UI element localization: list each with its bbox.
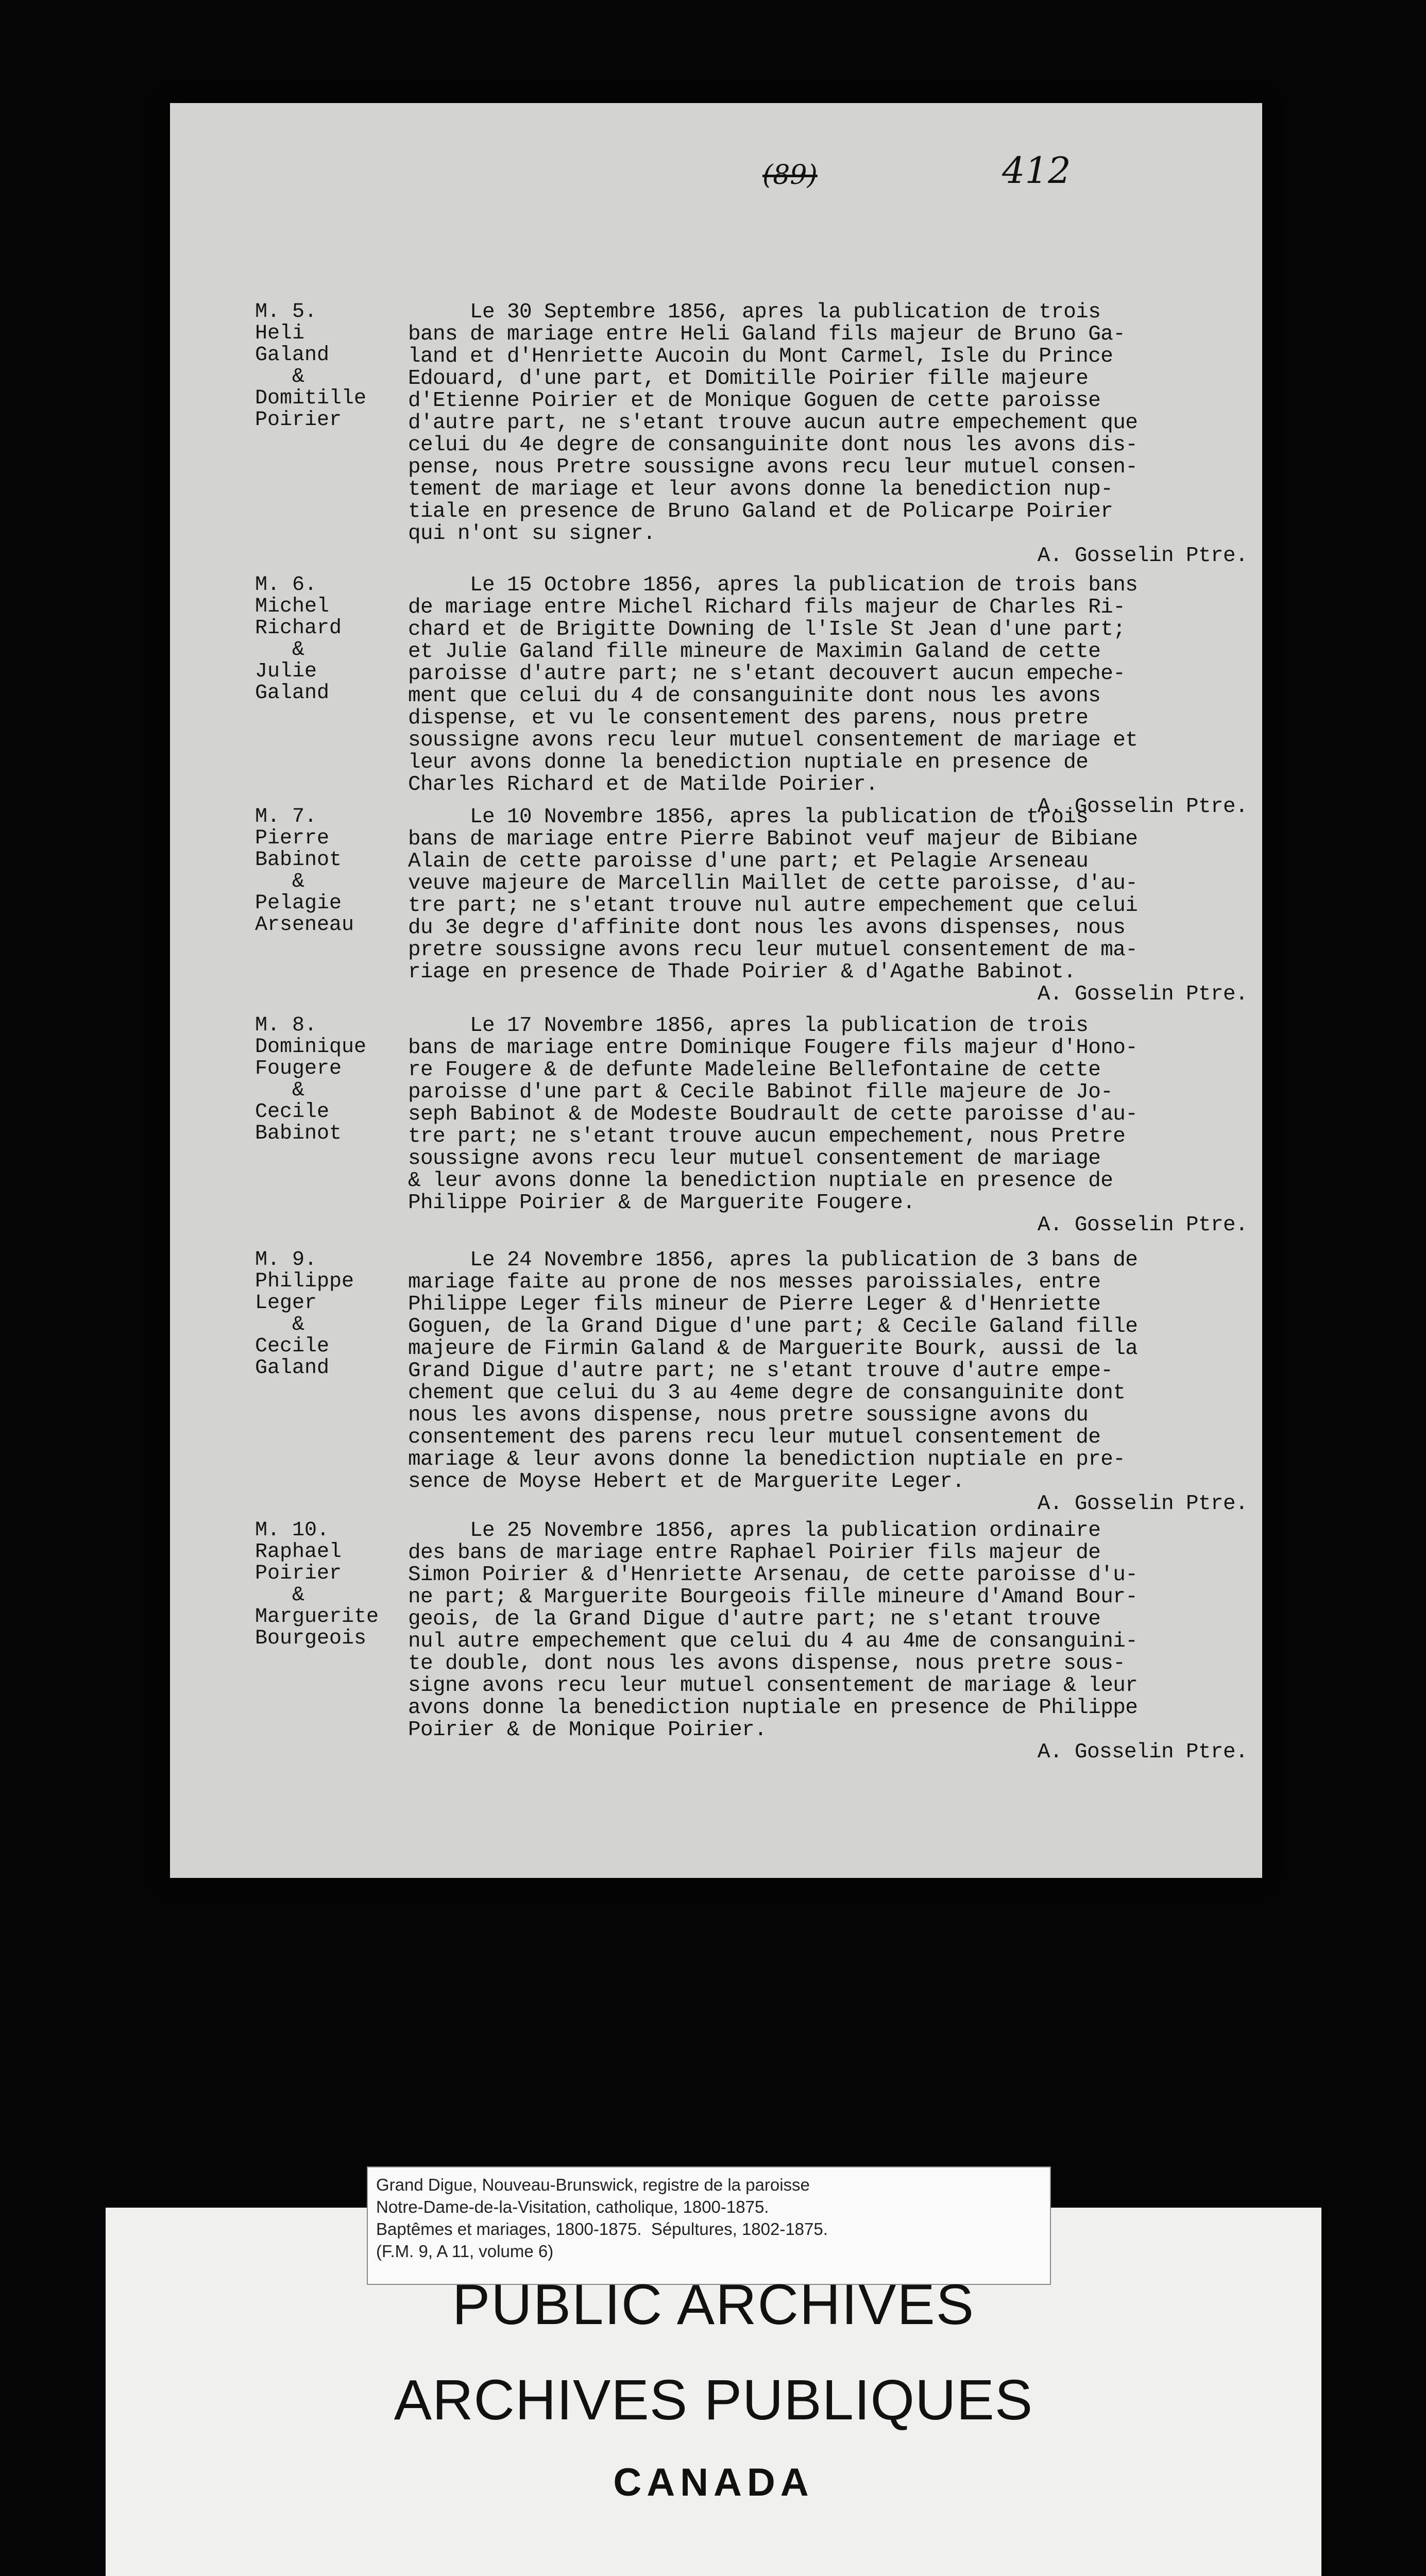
entry-line: Simon Poirier & d'Henriette Arsenau, de cette paroisse d'u- — [408, 1563, 1138, 1587]
archives-publiques-heading: ARCHIVES PUBLIQUES — [394, 2368, 1033, 2432]
margin-line: Fougere — [255, 1057, 342, 1080]
entry-line: Charles Richard et de Matilde Poirier. — [408, 773, 878, 796]
entry-line: Le 30 Septembre 1856, apres la publication de trois — [408, 300, 1101, 324]
entry-line: veuve majeure de Marcellin Maillet de cette paroisse, d'au- — [408, 872, 1138, 895]
entry-line: Le 15 Octobre 1856, apres la publication de trois bans — [408, 573, 1138, 597]
margin-line: Dominique — [255, 1036, 367, 1059]
entry-line: paroisse d'une part & Cecile Babinot fille majeure de Jo- — [408, 1080, 1113, 1104]
entry-line: riage en presence de Thade Poirier & d'Agathe Babinot. — [408, 960, 1076, 984]
margin-note — [255, 806, 410, 936]
priest-signature: A. Gosselin Ptre. — [1037, 795, 1248, 819]
page-stamp-number: (89) — [762, 160, 818, 191]
entry-line: & leur avons donne la benediction nuptiale en presence de — [408, 1169, 1113, 1193]
entry-line: leur avons donne la benediction nuptiale en presence de — [408, 751, 1089, 774]
margin-line: & — [255, 365, 305, 388]
citation-line: (F.M. 9, A 11, volume 6) — [376, 2242, 554, 2261]
entry-line: re Fougere & de defunte Madeleine Bellefontaine de cette — [408, 1058, 1101, 1082]
entry-line: geois, de la Grand Digue d'autre part; ne s'etant trouve — [408, 1607, 1101, 1631]
citation-line: Notre-Dame-de-la-Visitation, catholique, 1800-1875. — [376, 2197, 769, 2216]
entry-line: soussigne avons recu leur mutuel consentement de mariage — [408, 1147, 1101, 1171]
margin-line: Arseneau — [255, 913, 354, 937]
entry-line: avons donne la benediction nuptiale en presence de Philippe — [408, 1696, 1138, 1720]
margin-line: & — [255, 1313, 305, 1336]
margin-line: Richard — [255, 617, 342, 640]
entry-body — [408, 573, 1248, 819]
entry-line: tement de mariage et leur avons donne la benediction nup- — [408, 478, 1113, 501]
margin-line: Raphael — [255, 1540, 342, 1564]
margin-line: Michel — [255, 595, 330, 618]
margin-line: Cecile — [255, 1335, 330, 1358]
entry-line: du 3e degre d'affinite dont nous les avons dispenses, nous — [408, 916, 1126, 940]
margin-line: M. 7. — [255, 805, 317, 828]
margin-line: M. 6. — [255, 573, 317, 597]
margin-line: Heli — [255, 322, 305, 345]
entry-line: Le 17 Novembre 1856, apres la publication de trois — [408, 1014, 1089, 1038]
margin-line: Bourgeois — [255, 1627, 367, 1650]
margin-line: Leger — [255, 1292, 317, 1315]
entry-body — [408, 300, 1248, 568]
margin-note — [255, 1015, 410, 1145]
margin-line: & — [255, 638, 305, 662]
entry-line: Edouard, d'une part, et Domitille Poirier fille majeure — [408, 367, 1089, 391]
entry-line: d'Etienne Poirier et de Monique Goguen de cette paroisse — [408, 389, 1101, 413]
entry-line: consentement des parens recu leur mutuel consentement de — [408, 1426, 1101, 1449]
entry-line: dispense, et vu le consentement des parens, nous pretre — [408, 706, 1089, 730]
entry-line: de mariage entre Michel Richard fils majeur de Charles Ri- — [408, 596, 1126, 619]
margin-line: Galand — [255, 344, 330, 367]
priest-signature: A. Gosselin Ptre. — [1037, 544, 1248, 568]
margin-line: M. 9. — [255, 1248, 317, 1272]
margin-line: M. 5. — [255, 300, 317, 324]
entry-line: mariage faite au prone de nos messes paroissiales, entre — [408, 1270, 1101, 1294]
entry-line: qui n'ont su signer. — [408, 522, 656, 546]
margin-line: & — [255, 1584, 305, 1607]
margin-line: Marguerite — [255, 1605, 379, 1629]
margin-line: & — [255, 870, 305, 893]
entry-line: majeure de Firmin Galand & de Marguerite Bourk, aussi de la — [408, 1337, 1138, 1361]
margin-line: Galand — [255, 1357, 330, 1380]
margin-line: M. 8. — [255, 1014, 317, 1037]
entry-line: Le 10 Novembre 1856, apres la publication de trois — [408, 805, 1089, 829]
margin-line: M. 10. — [255, 1519, 330, 1542]
margin-line: Philippe — [255, 1270, 354, 1293]
entry-body — [408, 805, 1248, 1006]
entry-line: d'autre part, ne s'etant trouve aucun autre empechement que — [408, 411, 1138, 435]
entry-line: ne part; & Marguerite Bourgeois fille mineure d'Amand Bour- — [408, 1585, 1138, 1609]
entry-line: ment que celui du 4 de consanguinite dont nous les avons — [408, 684, 1101, 708]
entry-line: et Julie Galand fille mineure de Maximin Galand de cette — [408, 640, 1101, 664]
entry-line: Grand Digue d'autre part; ne s'etant trouve d'autre empe- — [408, 1359, 1113, 1383]
margin-line: & — [255, 1079, 305, 1102]
margin-line: Galand — [255, 682, 330, 705]
priest-signature: A. Gosselin Ptre. — [1037, 982, 1248, 1006]
entry-line: nous les avons dispense, nous pretre soussigne avons du — [408, 1403, 1089, 1427]
entry-line: pretre soussigne avons recu leur mutuel consentement de ma- — [408, 938, 1138, 962]
entry-line: paroisse d'autre part; ne s'etant decouvert aucun empeche- — [408, 662, 1126, 686]
canada-heading: CANADA — [613, 2461, 814, 2504]
margin-note — [255, 574, 410, 704]
archive-citation-label — [367, 2166, 1051, 2285]
margin-line: Cecile — [255, 1100, 330, 1124]
entry-line: Le 25 Novembre 1856, apres la publication ordinaire — [408, 1519, 1101, 1543]
priest-signature: A. Gosselin Ptre. — [1037, 1740, 1248, 1764]
entry-line: bans de mariage entre Dominique Fougere fils majeur d'Hono- — [408, 1036, 1138, 1060]
entry-line: sence de Moyse Hebert et de Marguerite Leger. — [408, 1470, 965, 1494]
entry-line: signe avons recu leur mutuel consentement de mariage & leur — [408, 1674, 1138, 1698]
entry-line: mariage & leur avons donne la benediction nuptiale en pre- — [408, 1448, 1126, 1471]
margin-line: Poirier — [255, 409, 342, 432]
margin-note — [255, 1520, 410, 1650]
citation-line: Baptêmes et mariages, 1800-1875. Sépultures, 1802-1875. — [376, 2219, 828, 2239]
entry-line: tre part; ne s'etant trouve nul autre empechement que celui — [408, 894, 1138, 918]
entry-line: nul autre empechement que celui du 4 au 4me de consanguini- — [408, 1630, 1138, 1653]
entry-line: bans de mariage entre Heli Galand fils majeur de Bruno Ga- — [408, 323, 1126, 346]
margin-line: Pelagie — [255, 892, 342, 915]
register-text — [170, 103, 1262, 1878]
register-page — [170, 103, 1262, 1878]
entry-line: tre part; ne s'etant trouve aucun empechement, nous Pretre — [408, 1125, 1126, 1148]
entry-line: chard et de Brigitte Downing de l'Isle St Jean d'une part; — [408, 618, 1126, 641]
entry-body — [408, 1014, 1248, 1237]
entry-line: chement que celui du 3 au 4eme degre de consanguinite dont — [408, 1381, 1126, 1405]
entry-line: Le 24 Novembre 1856, apres la publication de 3 bans de — [408, 1248, 1138, 1272]
margin-note — [255, 301, 410, 431]
entry-line: Philippe Poirier & de Marguerite Fougere. — [408, 1191, 915, 1215]
margin-line: Babinot — [255, 849, 342, 872]
entry-line: bans de mariage entre Pierre Babinot veuf majeur de Bibiane — [408, 827, 1138, 851]
entry-line: Alain de cette paroisse d'une part; et Pelagie Arseneau — [408, 850, 1089, 873]
entry-line: Poirier & de Monique Poirier. — [408, 1718, 767, 1742]
entry-line: land et d'Henriette Aucoin du Mont Carmel, Isle du Prince — [408, 345, 1113, 368]
entry-line: seph Babinot & de Modeste Boudrault de cette paroisse d'au- — [408, 1103, 1138, 1126]
entry-body — [408, 1519, 1248, 1764]
entry-body — [408, 1248, 1248, 1516]
entry-line: pense, nous Pretre soussigne avons recu leur mutuel consen- — [408, 455, 1138, 479]
citation-line: Grand Digue, Nouveau-Brunswick, registre de la paroisse — [376, 2175, 810, 2194]
margin-line: Babinot — [255, 1122, 342, 1145]
margin-line: Pierre — [255, 827, 330, 850]
entry-line: soussigne avons recu leur mutuel consentement de mariage et — [408, 728, 1138, 752]
entry-line: te double, dont nous les avons dispense, nous pretre sous- — [408, 1652, 1126, 1675]
priest-signature: A. Gosselin Ptre. — [1037, 1213, 1248, 1237]
entry-line: Philippe Leger fils mineur de Pierre Leger & d'Henriette — [408, 1293, 1101, 1316]
entry-line: Goguen, de la Grand Digue d'une part; & Cecile Galand fille — [408, 1315, 1138, 1338]
priest-signature: A. Gosselin Ptre. — [1037, 1492, 1248, 1516]
margin-line: Domitille — [255, 387, 367, 410]
entry-line: des bans de mariage entre Raphael Poirier fils majeur de — [408, 1541, 1101, 1565]
entry-line: tiale en presence de Bruno Galand et de Policarpe Poirier — [408, 500, 1113, 523]
margin-line: Julie — [255, 660, 317, 683]
folio-number: 412 — [1002, 149, 1071, 192]
margin-note — [255, 1249, 410, 1379]
public-archives-heading: PUBLIC ARCHIVES — [452, 2273, 975, 2336]
entry-line: celui du 4e degre de consanguinite dont nous les avons dis- — [408, 433, 1138, 457]
margin-line: Poirier — [255, 1562, 342, 1585]
